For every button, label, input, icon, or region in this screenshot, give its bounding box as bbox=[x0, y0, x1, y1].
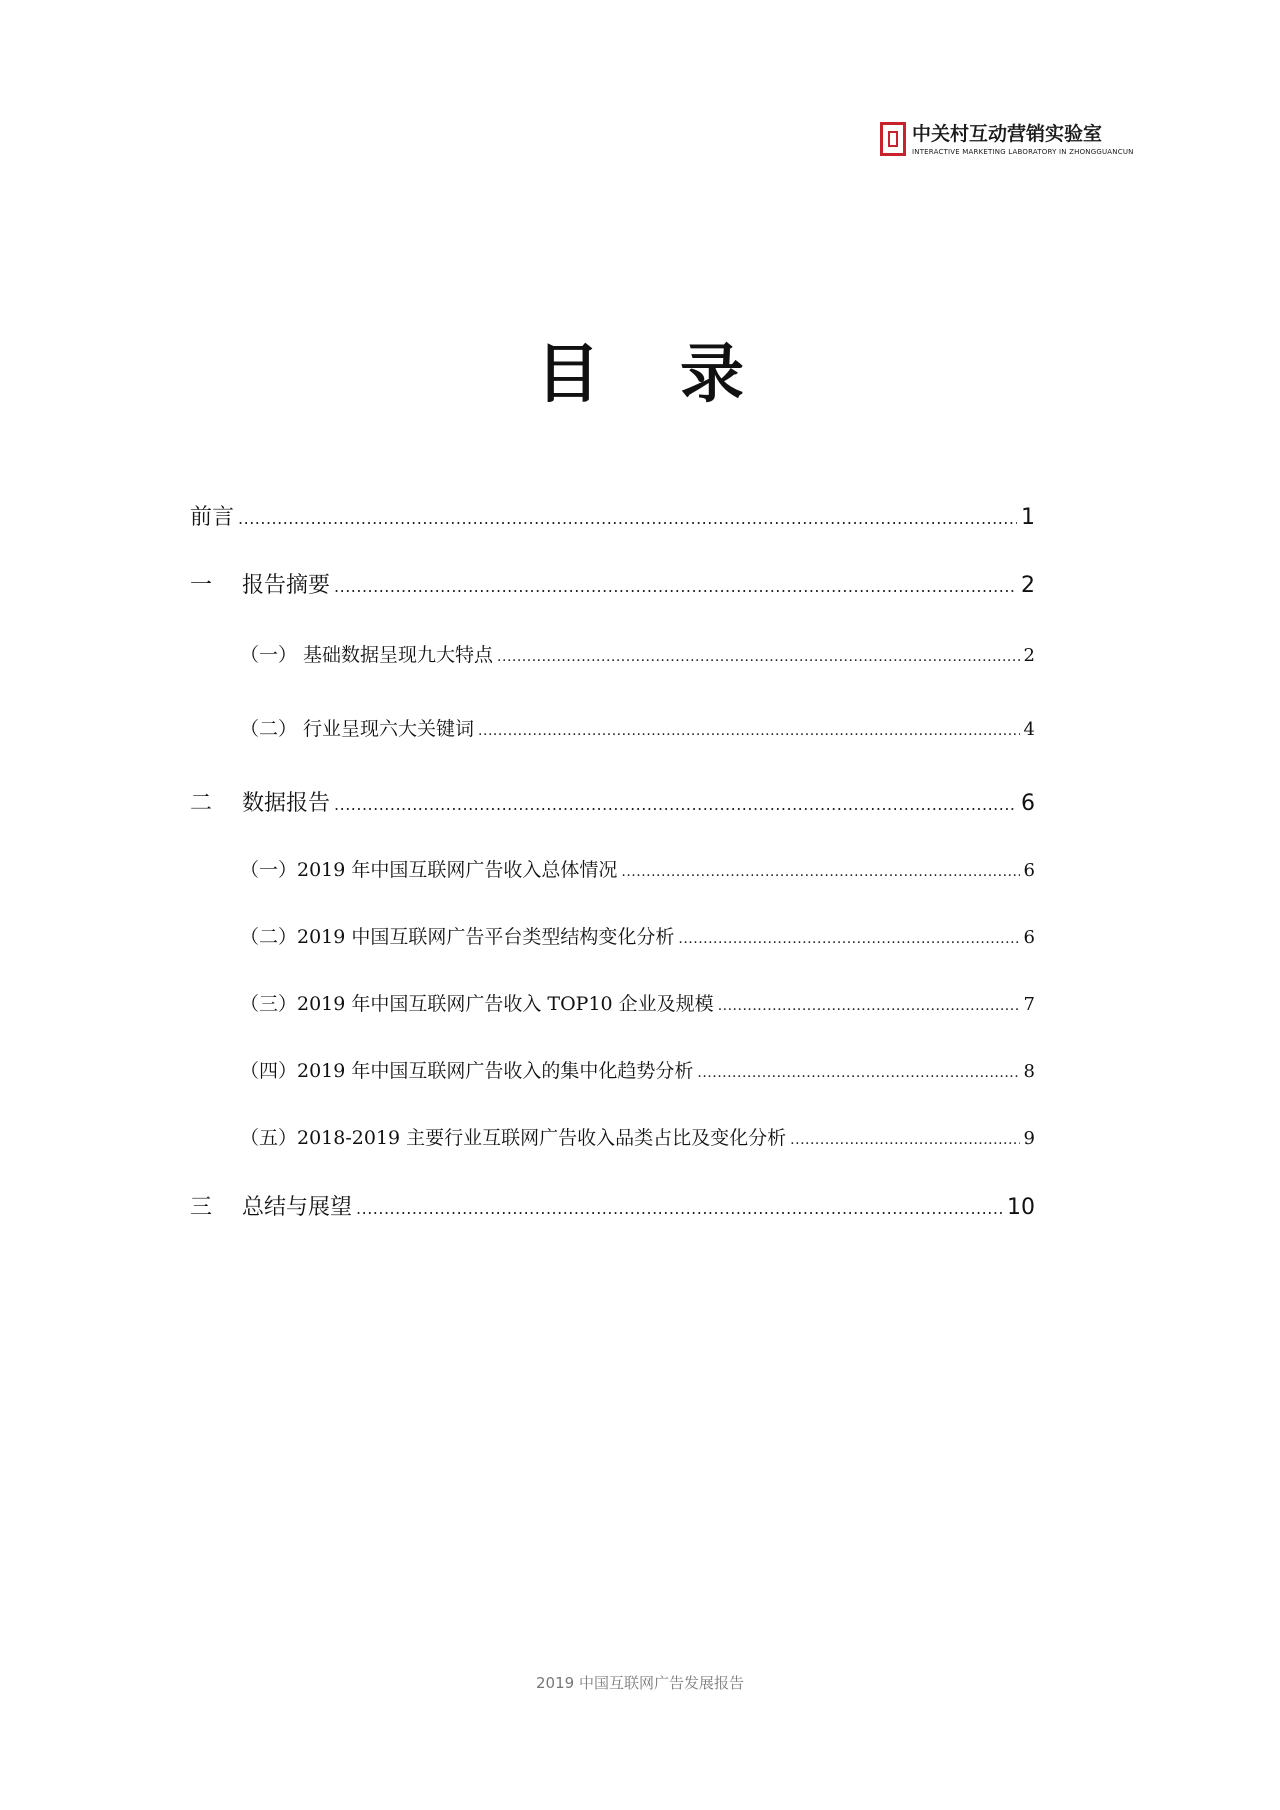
toc-entry-label: （二）2019 中国互联网广告平台类型结构变化分析 bbox=[240, 926, 675, 948]
toc-entry-page: 1 bbox=[1021, 505, 1035, 530]
toc-entry-page: 8 bbox=[1023, 1061, 1035, 1082]
toc-leader-dots bbox=[790, 1132, 1019, 1148]
toc-entry-page: 2 bbox=[1023, 645, 1035, 666]
toc-entry-label: 前言 bbox=[190, 505, 235, 530]
toc-leader-dots bbox=[678, 931, 1019, 947]
page-title bbox=[0, 335, 1280, 415]
toc-leader-dots bbox=[497, 649, 1020, 665]
toc-subentry[interactable] bbox=[190, 989, 1035, 1016]
toc-entry-page: 10 bbox=[1007, 1195, 1035, 1220]
toc-leader-dots bbox=[718, 998, 1020, 1014]
toc-entry-label: （三）2019 年中国互联网广告收入 TOP10 企业及规模 bbox=[240, 993, 714, 1015]
logo-emblem-icon bbox=[880, 122, 906, 156]
logo-english-name: INTERACTIVE MARKETING LABORATORY IN ZHONGGUANCUN bbox=[912, 148, 1134, 156]
toc-subentry[interactable] bbox=[190, 922, 1035, 949]
toc-entry-label: 数据报告 bbox=[242, 791, 331, 816]
toc-entry-label: （一） 基础数据呈现九大特点 bbox=[240, 644, 494, 666]
toc-leader-dots bbox=[697, 1065, 1019, 1081]
logo-chinese-name: 中关村互动营销实验室 bbox=[912, 123, 1103, 145]
toc-entry-number: 一 bbox=[190, 573, 213, 598]
toc-entry-conclusion[interactable] bbox=[190, 1190, 1035, 1221]
toc-entry-number: 三 bbox=[190, 1195, 213, 1220]
toc-leader-dots bbox=[334, 577, 1017, 596]
toc-entry-page: 6 bbox=[1023, 927, 1035, 948]
toc-entry-page: 9 bbox=[1023, 1128, 1035, 1149]
toc-entry-label: 总结与展望 bbox=[242, 1195, 353, 1220]
toc-entry-summary[interactable] bbox=[190, 568, 1035, 599]
toc-entry-label: （五）2018-2019 主要行业互联网广告收入品类占比及变化分析 bbox=[240, 1127, 787, 1149]
toc-subentry[interactable] bbox=[190, 1123, 1035, 1150]
toc-subentry[interactable] bbox=[190, 1056, 1035, 1083]
toc-entry-page: 6 bbox=[1023, 860, 1035, 881]
toc-leader-dots bbox=[356, 1199, 1003, 1218]
title-char-2: 录 bbox=[680, 337, 744, 412]
toc-entry-label: 报告摘要 bbox=[242, 573, 331, 598]
toc-entry-data-report[interactable] bbox=[190, 786, 1035, 817]
toc-entry-page: 2 bbox=[1021, 573, 1035, 598]
title-char-1: 目 bbox=[536, 337, 600, 412]
toc-entry-page: 7 bbox=[1023, 994, 1035, 1015]
toc-leader-dots bbox=[238, 509, 1017, 528]
lab-logo bbox=[880, 122, 1134, 160]
toc-entry-page: 4 bbox=[1023, 719, 1035, 740]
page-footer: 2019 中国互联网广告发展报告 bbox=[536, 1674, 744, 1692]
toc-entry-number: 二 bbox=[190, 791, 213, 816]
toc-subentry[interactable] bbox=[190, 714, 1035, 741]
toc-entry-page: 6 bbox=[1021, 791, 1035, 816]
toc-leader-dots bbox=[478, 723, 1020, 739]
toc-entry-label: （一）2019 年中国互联网广告收入总体情况 bbox=[240, 859, 618, 881]
toc-entry-label: （四）2019 年中国互联网广告收入的集中化趋势分析 bbox=[240, 1060, 694, 1082]
toc-subentry[interactable] bbox=[190, 855, 1035, 882]
toc-entry-label: （二） 行业呈现六大关键词 bbox=[240, 718, 475, 740]
toc-entry-preface[interactable] bbox=[190, 500, 1035, 531]
toc-leader-dots bbox=[621, 864, 1019, 880]
toc-leader-dots bbox=[334, 795, 1017, 814]
toc-subentry[interactable] bbox=[190, 640, 1035, 667]
